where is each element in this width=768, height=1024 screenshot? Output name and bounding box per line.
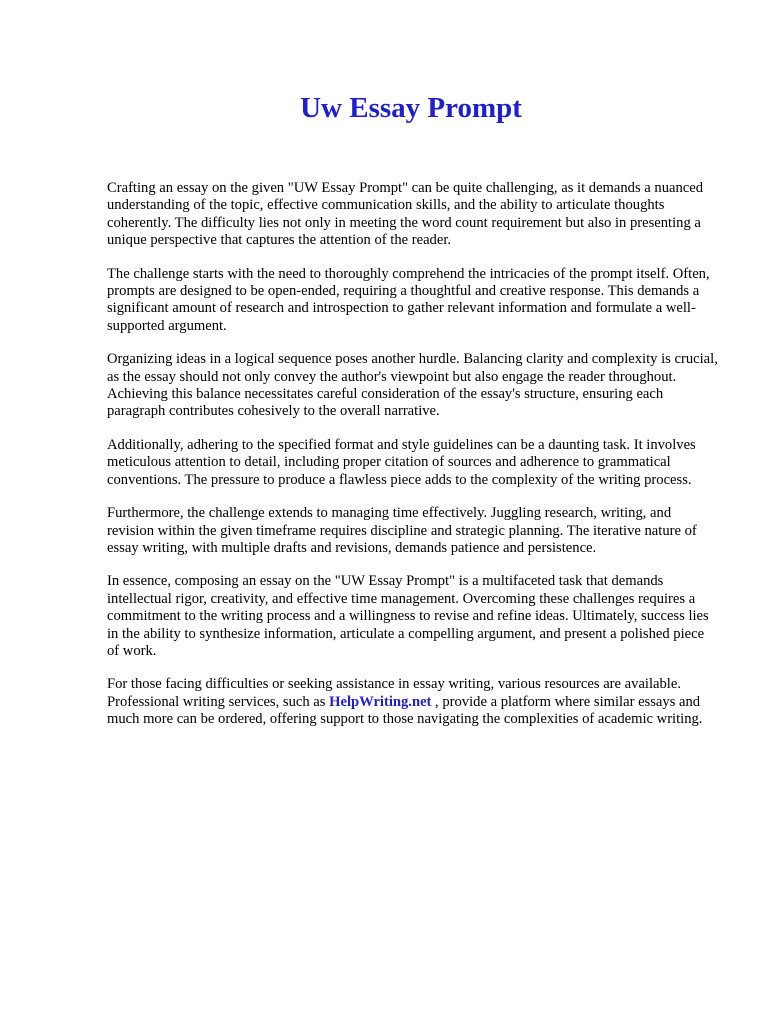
paragraph-comprehension: The challenge starts with the need to thoroughly comprehend the intricacies of the prompt itself. Often, prompts are designed to be open-ended, requiring a thoughtful and creative response. This demands a significant amount of research and introspection to gather relevant information and formulate a well-supported argument. — [107, 265, 710, 334]
resources-text-before-link: For those facing difficulties or seeking assistance in essay writing, various resources are available. Professional writing services, such as — [107, 676, 681, 710]
paragraph-organization: Organizing ideas in a logical sequence poses another hurdle. Balancing clarity and complexity is crucial, as the essay should not only convey the author's viewpoint but also engage the reader throughout. Achieving this balance necessitates careful consideration of the essay's structure, ensuring each paragraph contributes cohesively to the overall narrative. — [107, 351, 718, 420]
helpwriting-link[interactable]: HelpWriting.net — [329, 693, 432, 710]
document-title: Uw Essay Prompt — [300, 92, 522, 124]
resources-text-after-link: , provide a platform where similar essays and much more can be ordered, offering support to those navigating the complexities of academic writing. — [107, 693, 703, 728]
document-body — [107, 180, 719, 745]
paragraph-time-management: Furthermore, the challenge extends to managing time effectively. Juggling research, writing, and revision within the given timeframe requires discipline and strategic planning. The iterative nature of essay writing, with multiple drafts and revisions, demands patience and persistence. — [107, 505, 697, 556]
paragraph-intro: Crafting an essay on the given "UW Essay Prompt" can be quite challenging, as it demands a nuanced understanding of the topic, effective communication skills, and the ability to articulate thoughts coherently. The difficulty lies not only in meeting the word count requirement but also in presenting a unique perspective that captures the attention of the reader. — [107, 180, 704, 249]
paragraph-conclusion: In essence, composing an essay on the "UW Essay Prompt" is a multifaceted task that demands intellectual rigor, creativity, and effective time management. Overcoming these challenges requires a commitment to the writing process and a willingness to revise and refine ideas. Ultimately, success lies in the ability to synthesize information, articulate a compelling argument, and present a polished piece of work. — [107, 573, 709, 659]
paragraph-formatting: Additionally, adhering to the specified format and style guidelines can be a daunting task. It involves meticulous attention to detail, including proper citation of sources and adherence to grammatical conventions. The pressure to produce a flawless piece adds to the complexity of the writing process. — [107, 436, 696, 488]
paragraph-resources — [107, 676, 719, 728]
